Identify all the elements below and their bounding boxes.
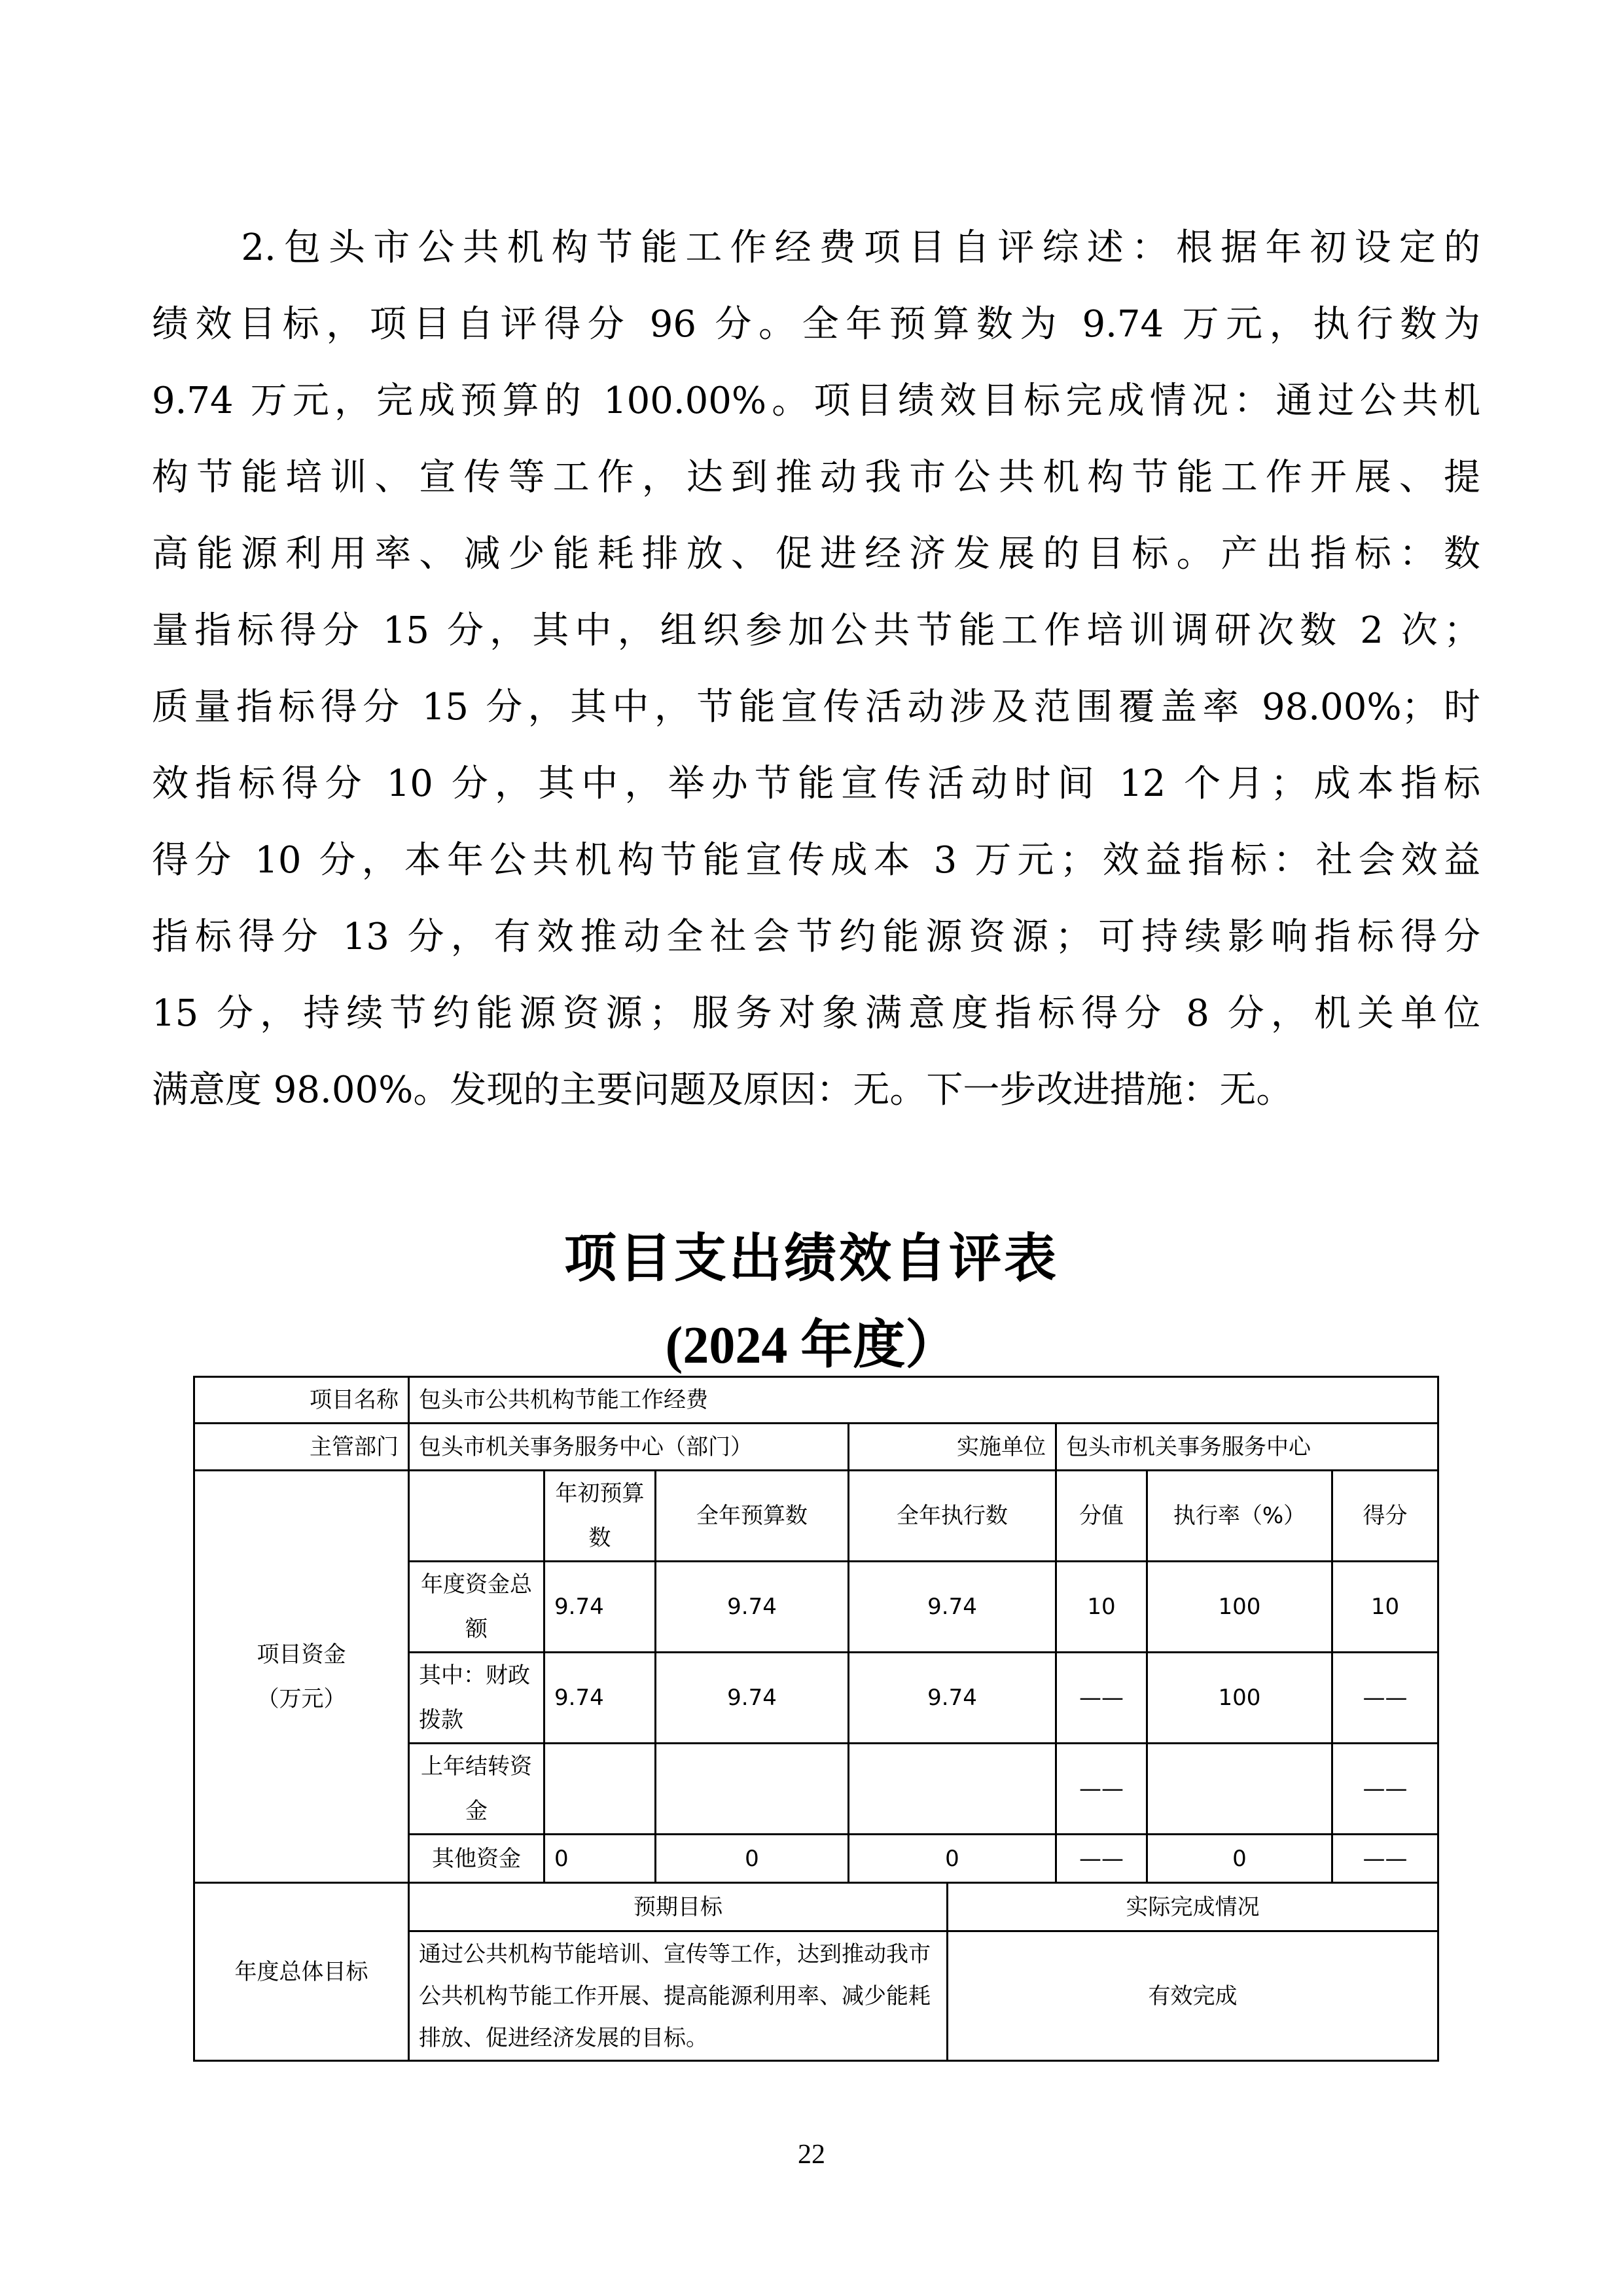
cell-initial: 0 xyxy=(544,1835,656,1883)
paragraph-line: 绩效目标，项目自评得分 96 分。全年预算数为 9.74 万元，执行数为 xyxy=(152,303,1480,346)
paragraph-line: 得分 10 分，本年公共机构节能宣传成本 3 万元；效益指标：社会效益 xyxy=(152,839,1480,882)
paragraph-line: 指标得分 13 分，有效推动全社会节约能源资源；可持续影响指标得分 xyxy=(152,916,1480,958)
paragraph-line: 满意度 98.00%。发现的主要问题及原因：无。下一步改进措施：无。 xyxy=(152,1069,1293,1111)
project-name-value: 包头市公共机构节能工作经费 xyxy=(409,1377,1438,1424)
row-label: 其他资金 xyxy=(409,1835,544,1883)
cell-rate: 100 xyxy=(1147,1653,1332,1744)
page-number: 22 xyxy=(798,2140,825,2170)
cell-budget xyxy=(656,1744,849,1835)
cell-rate xyxy=(1147,1744,1332,1835)
project-name-label: 项目名称 xyxy=(194,1377,409,1424)
header-weight: 分值 xyxy=(1056,1471,1147,1562)
header-score: 得分 xyxy=(1332,1471,1438,1562)
header-budget: 全年预算数 xyxy=(656,1471,849,1562)
paragraph-line: 量指标得分 15 分，其中，组织参加公共节能工作培训调研次数 2 次； xyxy=(152,609,1480,652)
dept-label: 主管部门 xyxy=(194,1424,409,1471)
row-label: 上年结转资金 xyxy=(409,1744,544,1835)
cell-rate: 0 xyxy=(1147,1835,1332,1883)
header-initial: 年初预算数 xyxy=(544,1471,656,1562)
cell-initial: 9.74 xyxy=(544,1653,656,1744)
funds-unit: （万元） xyxy=(257,1685,346,1712)
paragraph-line: 质量指标得分 15 分，其中，节能宣传活动涉及范围覆盖率 98.00%；时 xyxy=(152,686,1480,728)
funds-label-cell xyxy=(194,1471,409,1883)
dept-value: 包头市机关事务服务中心（部门） xyxy=(409,1424,849,1471)
actual-text: 有效完成 xyxy=(948,1931,1438,2061)
cell-initial xyxy=(544,1744,656,1835)
table-subtitle: (2024 年度） xyxy=(665,1317,958,1374)
cell-weight: —— xyxy=(1056,1744,1147,1835)
cell-budget: 0 xyxy=(656,1835,849,1883)
self-evaluation-table xyxy=(193,1376,1439,2062)
cell-score: 10 xyxy=(1332,1562,1438,1653)
row-label: 年度资金总额 xyxy=(409,1562,544,1653)
cell-weight: —— xyxy=(1056,1835,1147,1883)
cell-executed: 9.74 xyxy=(849,1562,1056,1653)
cell-executed: 9.74 xyxy=(849,1653,1056,1744)
impl-label: 实施单位 xyxy=(849,1424,1056,1471)
header-rate: 执行率（%） xyxy=(1147,1471,1332,1562)
impl-value: 包头市机关事务服务中心 xyxy=(1056,1424,1438,1471)
paragraph-line: 高能源利用率、减少能耗排放、促进经济发展的目标。产出指标：数 xyxy=(152,533,1480,575)
paragraph-line: 15 分，持续节约能源资源；服务对象满意度指标得分 8 分，机关单位 xyxy=(152,992,1480,1035)
goal-label: 年度总体目标 xyxy=(194,1883,409,2061)
cell-executed xyxy=(849,1744,1056,1835)
row-label: 其中：财政拨款 xyxy=(409,1653,544,1744)
expected-header: 预期目标 xyxy=(409,1883,948,1931)
paragraph-line: 效指标得分 10 分，其中，举办节能宣传活动时间 12 个月；成本指标 xyxy=(152,762,1480,805)
cell-budget: 9.74 xyxy=(656,1562,849,1653)
cell-rate: 100 xyxy=(1147,1562,1332,1653)
cell-score: —— xyxy=(1332,1653,1438,1744)
cell-score: —— xyxy=(1332,1835,1438,1883)
paragraph-line: 2.包头市公共机构节能工作经费项目自评综述：根据年初设定的 xyxy=(152,226,1480,269)
funds-label: 项目资金 xyxy=(257,1641,346,1668)
cell-weight: —— xyxy=(1056,1653,1147,1744)
header-executed: 全年执行数 xyxy=(849,1471,1056,1562)
header-empty xyxy=(409,1471,544,1562)
cell-budget: 9.74 xyxy=(656,1653,849,1744)
paragraph-line: 9.74 万元，完成预算的 100.00%。项目绩效目标完成情况：通过公共机 xyxy=(152,380,1480,422)
expected-text: 通过公共机构节能培训、宣传等工作，达到推动我市公共机构节能工作开展、提高能源利用率、减少能耗排放、促进经济发展的目标。 xyxy=(409,1931,948,2061)
table-title: 项目支出绩效自评表 xyxy=(564,1228,1059,1289)
summary-paragraph xyxy=(152,209,1480,1128)
cell-score: —— xyxy=(1332,1744,1438,1835)
actual-header: 实际完成情况 xyxy=(948,1883,1438,1931)
cell-initial: 9.74 xyxy=(544,1562,656,1653)
paragraph-line: 构节能培训、宣传等工作，达到推动我市公共机构节能工作开展、提 xyxy=(152,456,1480,499)
cell-weight: 10 xyxy=(1056,1562,1147,1653)
cell-executed: 0 xyxy=(849,1835,1056,1883)
